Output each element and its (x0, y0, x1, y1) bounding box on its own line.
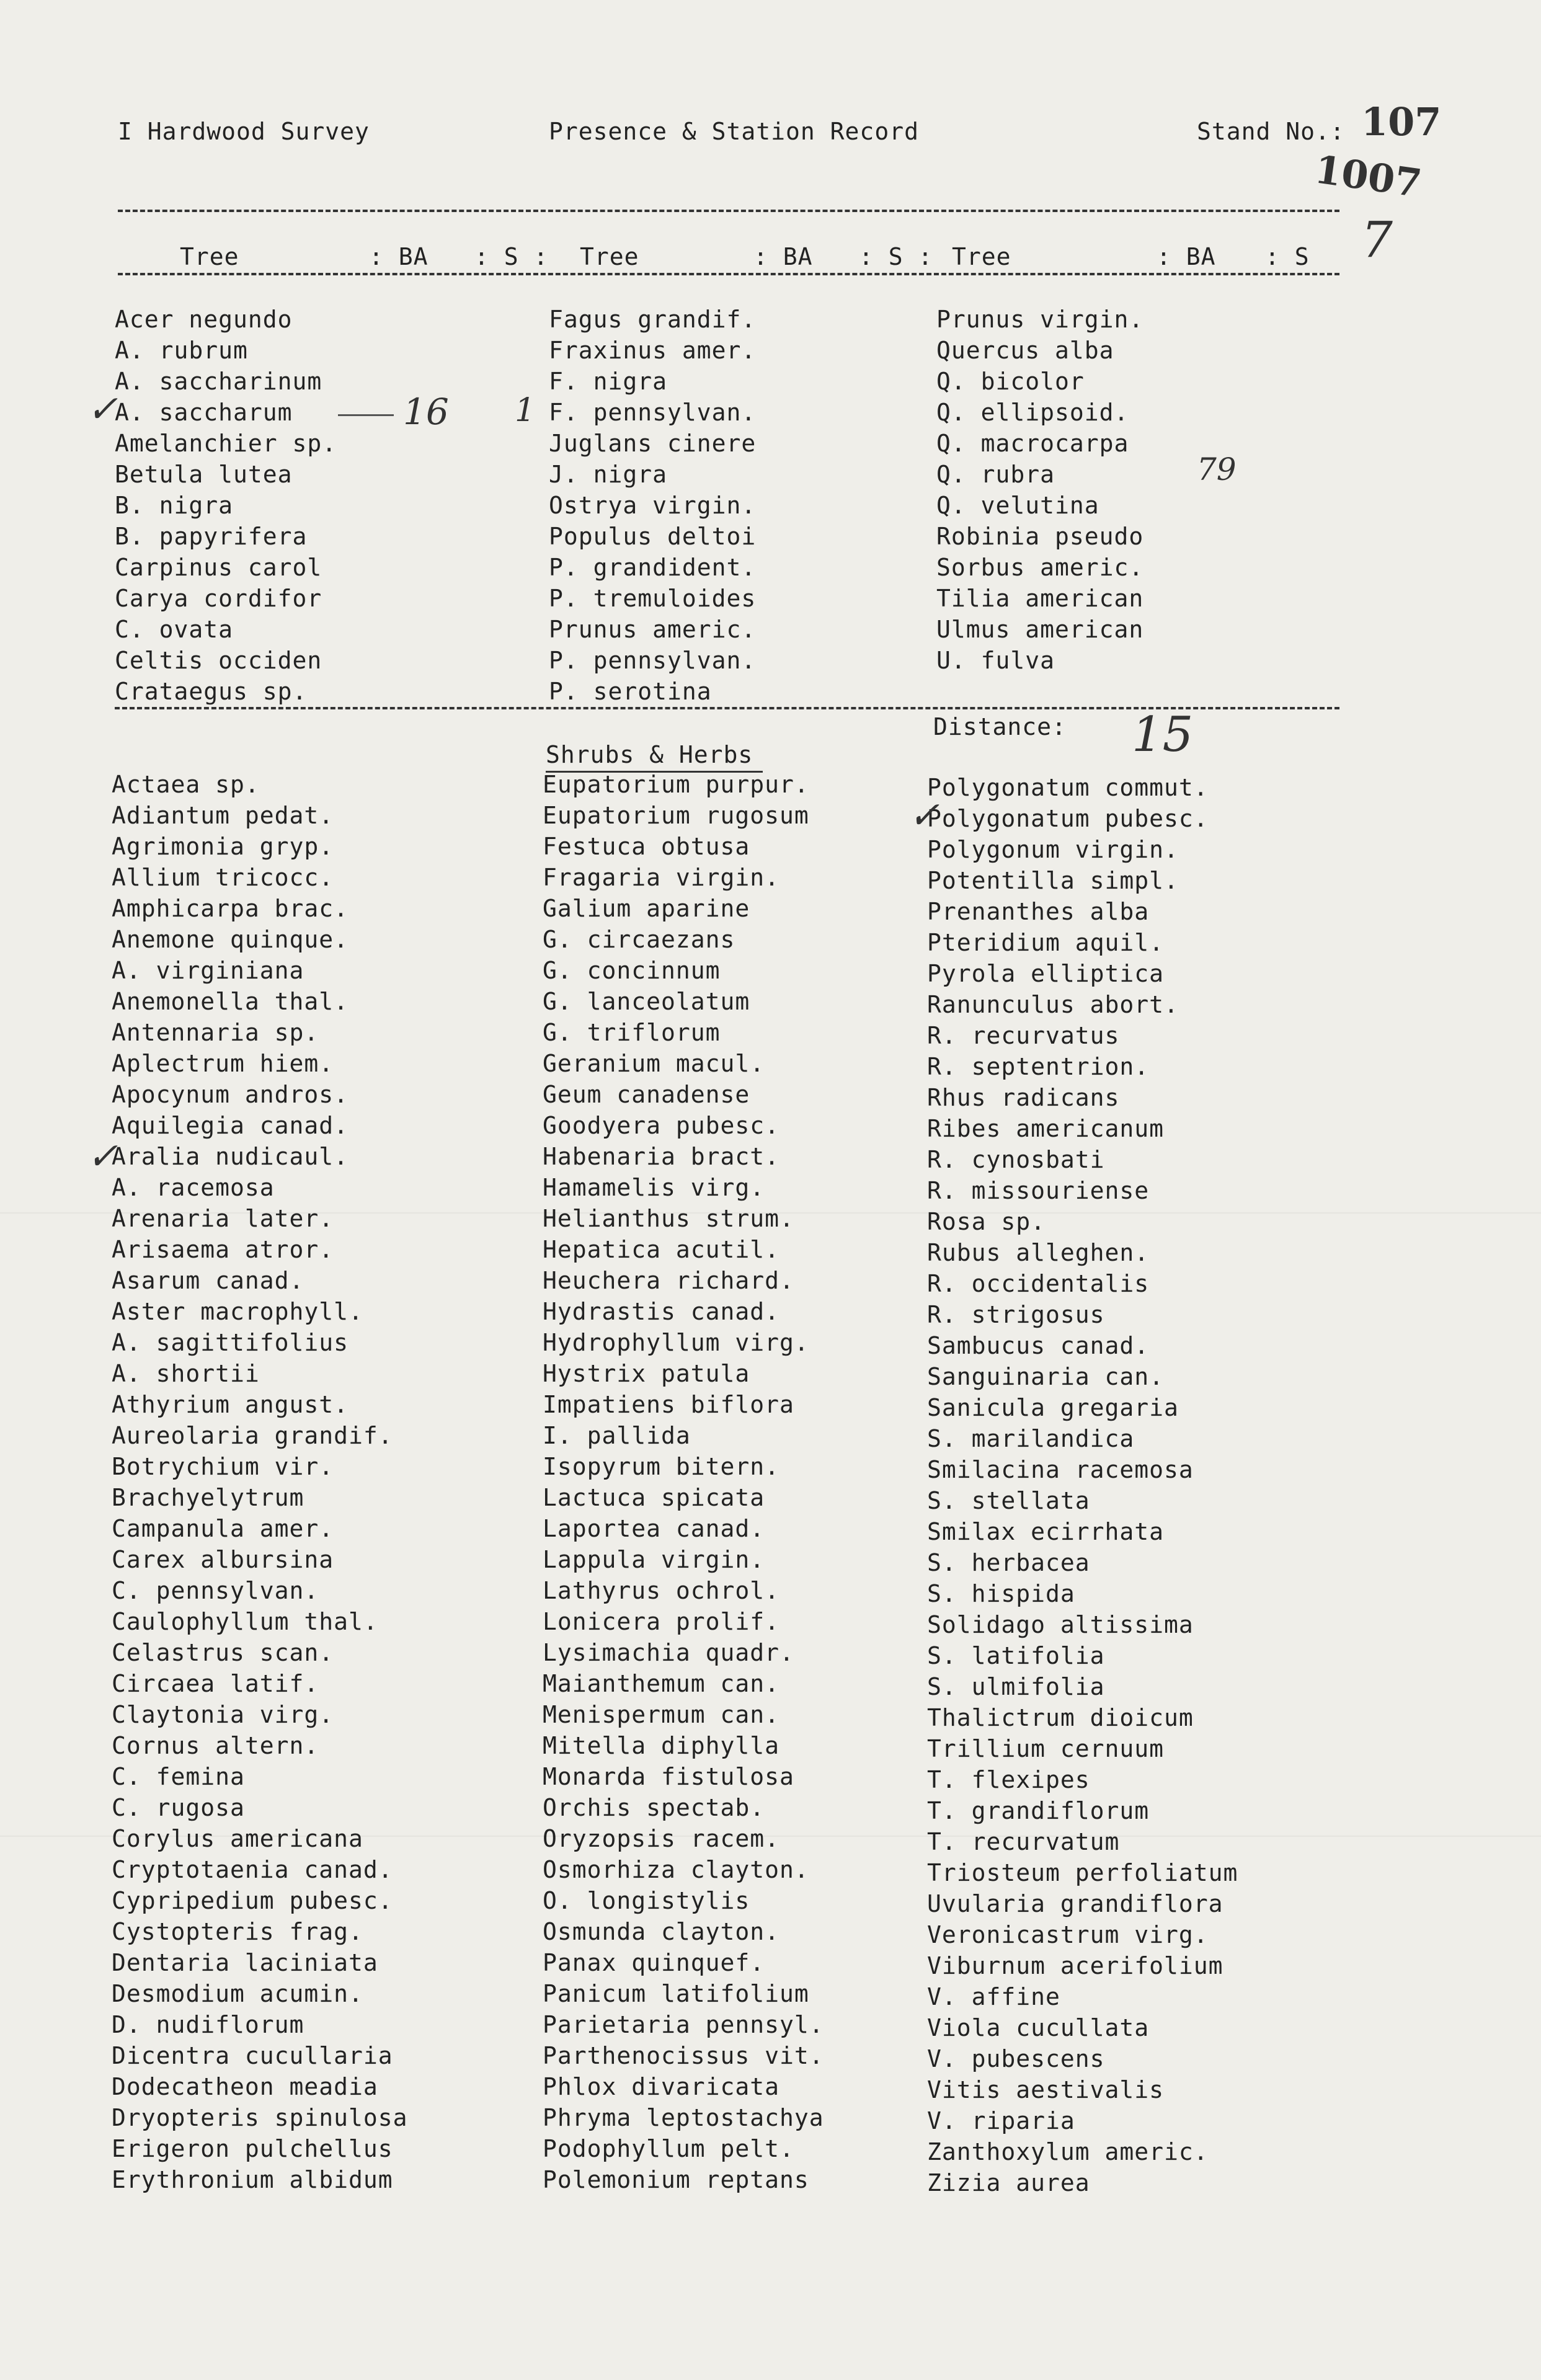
species-entry: Fragaria virgin. (543, 864, 780, 891)
species-entry: Lactuca spicata (543, 1484, 765, 1511)
species-entry: Potentilla simpl. (927, 867, 1179, 894)
species-entry: Pteridium aquil. (927, 929, 1165, 956)
species-entry: Polygonum virgin. (927, 836, 1179, 863)
distance-handwritten: 15 (1132, 707, 1194, 763)
species-entry: Phryma leptostachya (543, 2104, 824, 2131)
species-entry: Maianthemum can. (543, 1670, 780, 1697)
species-entry: Smilacina racemosa (927, 1456, 1194, 1483)
header-rule-bottom (118, 273, 1339, 275)
species-entry: Actaea sp. (112, 771, 260, 798)
species-entry: S. hispida (927, 1580, 1075, 1607)
species-entry: Arenaria later. (112, 1205, 334, 1232)
species-entry: C. ovata (115, 616, 234, 643)
species-entry: Carex albursina (112, 1546, 334, 1573)
species-entry: Antennaria sp. (112, 1019, 319, 1046)
tree-column-1 (115, 304, 337, 707)
species-entry: O. longistylis (543, 1887, 750, 1914)
species-entry: Hydrastis canad. (543, 1298, 780, 1325)
species-entry: Brachyelytrum (112, 1484, 304, 1511)
species-entry: Cypripedium pubesc. (112, 1887, 393, 1914)
species-entry: Carya cordifor (115, 585, 322, 612)
species-entry: Geum canadense (543, 1081, 750, 1108)
species-entry: Uvularia grandiflora (927, 1890, 1223, 1917)
species-entry: Sanicula gregaria (927, 1394, 1179, 1421)
species-entry: Celastrus scan. (112, 1639, 334, 1666)
species-entry: Eupatorium rugosum (543, 802, 809, 829)
species-entry: Rosa sp. (927, 1208, 1046, 1235)
rubra-note-handwritten: 79 (1197, 451, 1237, 487)
tree-column-3 (936, 304, 1144, 676)
shrubs-herbs-heading: Shrubs & Herbs (546, 741, 753, 768)
species-entry: Ribes americanum (927, 1115, 1165, 1142)
species-entry: Parietaria pennsyl. (543, 2011, 824, 2038)
species-entry: Panicum latifolium (543, 1980, 809, 2007)
col-header-ba-3: : BA (1157, 243, 1216, 270)
stand-number-handwritten: 107 (1361, 99, 1442, 144)
species-entry: Quercus alba (936, 337, 1114, 364)
stand-label: Stand No.: (1197, 118, 1345, 145)
species-entry: G. concinnum (543, 957, 721, 984)
species-entry: J. nigra (549, 461, 668, 488)
species-entry: A. virginiana (112, 957, 304, 984)
species-entry: Goodyera pubesc. (543, 1112, 780, 1139)
species-entry: Hepatica acutil. (543, 1236, 780, 1263)
col-header-s-1: : S : (474, 243, 549, 270)
species-entry: Dicentra cucullaria (112, 2042, 393, 2069)
species-entry: Allium tricocc. (112, 864, 334, 891)
species-entry: Podophyllum pelt. (543, 2135, 794, 2162)
species-entry: Fraxinus amer. (549, 337, 757, 364)
species-entry: G. lanceolatum (543, 988, 750, 1015)
species-entry: Hystrix patula (543, 1360, 750, 1387)
species-entry: Oryzopsis racem. (543, 1825, 780, 1852)
species-entry: A. saccharum (115, 399, 293, 426)
species-entry: C. rugosa (112, 1794, 245, 1821)
species-entry: Sanguinaria can. (927, 1363, 1165, 1390)
species-entry: Caulophyllum thal. (112, 1608, 378, 1635)
species-entry: Lappula virgin. (543, 1546, 765, 1573)
species-entry: P. grandident. (549, 554, 757, 581)
species-entry: Osmunda clayton. (543, 1918, 780, 1945)
fold-line-1 (0, 1212, 1541, 1214)
species-entry: Aquilegia canad. (112, 1112, 349, 1139)
species-entry: Polygonatum pubesc. (927, 805, 1209, 832)
species-entry: T. recurvatum (927, 1828, 1120, 1855)
tree-column-2 (549, 304, 756, 707)
species-entry: Prenanthes alba (927, 898, 1150, 925)
species-entry: Osmorhiza clayton. (543, 1856, 809, 1883)
species-entry: T. grandiflorum (927, 1797, 1150, 1824)
species-entry: Sambucus canad. (927, 1332, 1150, 1359)
species-entry: Orchis spectab. (543, 1794, 765, 1821)
species-entry: S. ulmifolia (927, 1673, 1105, 1700)
species-entry: Rhus radicans (927, 1084, 1120, 1111)
species-entry: Apocynum andros. (112, 1081, 349, 1108)
species-entry: Ranunculus abort. (927, 991, 1179, 1018)
species-entry: R. occidentalis (927, 1270, 1150, 1297)
header-rule-top (118, 210, 1339, 212)
species-entry: Viburnum acerifolium (927, 1952, 1223, 1979)
species-entry: Impatiens biflora (543, 1391, 794, 1418)
species-entry: B. nigra (115, 492, 234, 519)
corner-mark: 7 (1361, 211, 1393, 269)
species-entry: Festuca obtusa (543, 833, 750, 860)
species-entry: Amphicarpa brac. (112, 895, 349, 922)
check-mark-saccharum: ✓ (87, 388, 118, 431)
species-entry: Aralia nudicaul. (112, 1143, 349, 1170)
species-entry: Zanthoxylum americ. (927, 2138, 1209, 2165)
fold-line-2 (0, 1836, 1541, 1837)
species-entry: R. septentrion. (927, 1053, 1150, 1080)
species-entry: Thalictrum dioicum (927, 1704, 1194, 1731)
species-entry: A. rubrum (115, 337, 248, 364)
species-entry: Polemonium reptans (543, 2166, 809, 2193)
species-entry: S. latifolia (927, 1642, 1105, 1669)
species-entry: Mitella diphylla (543, 1732, 780, 1759)
species-entry: Corylus americana (112, 1825, 363, 1852)
col-header-s-2: : S : (859, 243, 933, 270)
species-entry: Helianthus strum. (543, 1205, 794, 1232)
species-entry: Eupatorium purpur. (543, 771, 809, 798)
stand-number-handwritten-2: 1007 (1312, 146, 1424, 206)
species-entry: Botrychium vir. (112, 1453, 334, 1480)
species-entry: Dentaria laciniata (112, 1949, 378, 1976)
species-entry: Lonicera prolif. (543, 1608, 780, 1635)
species-entry: C. femina (112, 1763, 245, 1790)
col-header-tree-1: Tree (180, 243, 239, 270)
species-entry: R. cynosbati (927, 1146, 1105, 1173)
species-entry: U. fulva (936, 647, 1055, 674)
species-entry: V. riparia (927, 2107, 1075, 2134)
species-entry: Hamamelis virg. (543, 1174, 765, 1201)
species-entry: Solidago altissima (927, 1611, 1194, 1638)
herb-column-3 (927, 772, 1238, 2198)
species-entry: F. nigra (549, 368, 668, 395)
species-entry: Geranium macul. (543, 1050, 765, 1077)
species-entry: Erythronium albidum (112, 2166, 393, 2193)
species-entry: Prunus americ. (549, 616, 757, 643)
species-entry: R. strigosus (927, 1301, 1105, 1328)
species-entry: Q. macrocarpa (936, 430, 1129, 457)
species-entry: G. circaezans (543, 926, 735, 953)
species-entry: Viola cucullata (927, 2014, 1150, 2041)
species-entry: Q. rubra (936, 461, 1055, 488)
species-entry: A. sagittifolius (112, 1329, 349, 1356)
species-entry: P. serotina (549, 678, 712, 705)
species-entry: Prunus virgin. (936, 306, 1144, 333)
saccharum-s-handwritten: 1 (515, 392, 536, 429)
species-entry: B. papyrifera (115, 523, 308, 550)
species-entry: Carpinus carol (115, 554, 322, 581)
col-header-ba-1: : BA (369, 243, 429, 270)
species-entry: P. tremuloides (549, 585, 757, 612)
species-entry: Aplectrum hiem. (112, 1050, 334, 1077)
herb-column-2 (543, 769, 824, 2195)
species-entry: Menispermum can. (543, 1701, 780, 1728)
species-entry: Q. ellipsoid. (936, 399, 1129, 426)
species-entry: R. recurvatus (927, 1022, 1120, 1049)
species-entry: Monarda fistulosa (543, 1763, 794, 1790)
species-entry: Laportea canad. (543, 1515, 765, 1542)
species-entry: Vitis aestivalis (927, 2076, 1165, 2103)
species-entry: S. marilandica (927, 1425, 1135, 1452)
col-header-tree-2: Tree (580, 243, 639, 270)
record-title: Presence & Station Record (549, 118, 919, 145)
species-entry: Arisaema atror. (112, 1236, 334, 1263)
species-entry: Panax quinquef. (543, 1949, 765, 1976)
species-entry: Lathyrus ochrol. (543, 1577, 780, 1604)
species-entry: Erigeron pulchellus (112, 2135, 393, 2162)
species-entry: Athyrium angust. (112, 1391, 349, 1418)
species-entry: D. nudiflorum (112, 2011, 304, 2038)
species-entry: P. pennsylvan. (549, 647, 757, 674)
species-entry: Habenaria bract. (543, 1143, 780, 1170)
species-entry: V. affine (927, 1983, 1060, 2010)
species-entry: Celtis occiden (115, 647, 322, 674)
species-entry: Trillium cernuum (927, 1735, 1165, 1762)
species-entry: S. herbacea (927, 1549, 1090, 1576)
species-entry: Circaea latif. (112, 1670, 319, 1697)
species-entry: Juglans cinere (549, 430, 757, 457)
species-entry: Dodecatheon meadia (112, 2073, 378, 2100)
species-entry: Galium aparine (543, 895, 750, 922)
species-entry: C. pennsylvan. (112, 1577, 319, 1604)
species-entry: Sorbus americ. (936, 554, 1144, 581)
species-entry: Zizia aurea (927, 2169, 1090, 2196)
species-entry: Anemonella thal. (112, 988, 349, 1015)
species-entry: Isopyrum bitern. (543, 1453, 780, 1480)
species-entry: A. saccharinum (115, 368, 322, 395)
species-entry: I. pallida (543, 1422, 691, 1449)
species-entry: Claytonia virg. (112, 1701, 334, 1728)
species-entry: Q. bicolor (936, 368, 1085, 395)
species-entry: Asarum canad. (112, 1267, 304, 1294)
species-entry: Amelanchier sp. (115, 430, 337, 457)
species-entry: G. triflorum (543, 1019, 721, 1046)
species-entry: S. stellata (927, 1487, 1090, 1514)
species-entry: Populus deltoi (549, 523, 757, 550)
species-entry: Cryptotaenia canad. (112, 1856, 393, 1883)
species-entry: Rubus alleghen. (927, 1239, 1150, 1266)
species-entry: Phlox divaricata (543, 2073, 780, 2100)
species-entry: Smilax ecirrhata (927, 1518, 1165, 1545)
saccharum-dash (338, 414, 394, 416)
species-entry: Agrimonia gryp. (112, 833, 334, 860)
species-entry: Campanula amer. (112, 1515, 334, 1542)
species-entry: Adiantum pedat. (112, 802, 334, 829)
species-entry: Tilia american (936, 585, 1144, 612)
species-entry: Dryopteris spinulosa (112, 2104, 408, 2131)
species-entry: Crataegus sp. (115, 678, 308, 705)
species-entry: Parthenocissus vit. (543, 2042, 824, 2069)
species-entry: R. missouriense (927, 1177, 1150, 1204)
saccharum-ba-handwritten: 16 (403, 391, 449, 433)
check-mark-aralia: ✓ (87, 1135, 118, 1178)
species-entry: Heuchera richard. (543, 1267, 794, 1294)
species-entry: Anemone quinque. (112, 926, 349, 953)
species-entry: Robinia pseudo (936, 523, 1144, 550)
species-entry: Cystopteris frag. (112, 1918, 363, 1945)
species-entry: Q. velutina (936, 492, 1099, 519)
species-entry: Veronicastrum virg. (927, 1921, 1209, 1948)
species-entry: Acer negundo (115, 306, 293, 333)
species-entry: A. shortii (112, 1360, 260, 1387)
col-header-tree-3: Tree (952, 243, 1011, 270)
species-entry: Aureolaria grandif. (112, 1422, 393, 1449)
species-entry: Hydrophyllum virg. (543, 1329, 809, 1356)
species-entry: Fagus grandif. (549, 306, 757, 333)
check-mark-polygonatum: ✓ (908, 794, 940, 837)
species-entry: Ostrya virgin. (549, 492, 757, 519)
species-entry: Triosteum perfoliatum (927, 1859, 1238, 1886)
species-entry: Lysimachia quadr. (543, 1639, 794, 1666)
distance-label: Distance: (933, 713, 1067, 740)
species-entry: Polygonatum commut. (927, 774, 1209, 801)
species-entry: F. pennsylvan. (549, 399, 757, 426)
species-entry: A. racemosa (112, 1174, 275, 1201)
species-entry: Aster macrophyll. (112, 1298, 363, 1325)
species-entry: Betula lutea (115, 461, 293, 488)
col-header-ba-2: : BA (753, 243, 813, 270)
survey-title: I Hardwood Survey (118, 118, 370, 145)
herb-column-1 (112, 769, 408, 2195)
species-entry: T. flexipes (927, 1766, 1090, 1793)
species-entry: Desmodium acumin. (112, 1980, 363, 2007)
species-entry: Ulmus american (936, 616, 1144, 643)
col-header-s-3: : S (1265, 243, 1310, 270)
species-entry: Cornus altern. (112, 1732, 319, 1759)
species-entry: Pyrola elliptica (927, 960, 1165, 987)
species-entry: V. pubescens (927, 2045, 1105, 2072)
